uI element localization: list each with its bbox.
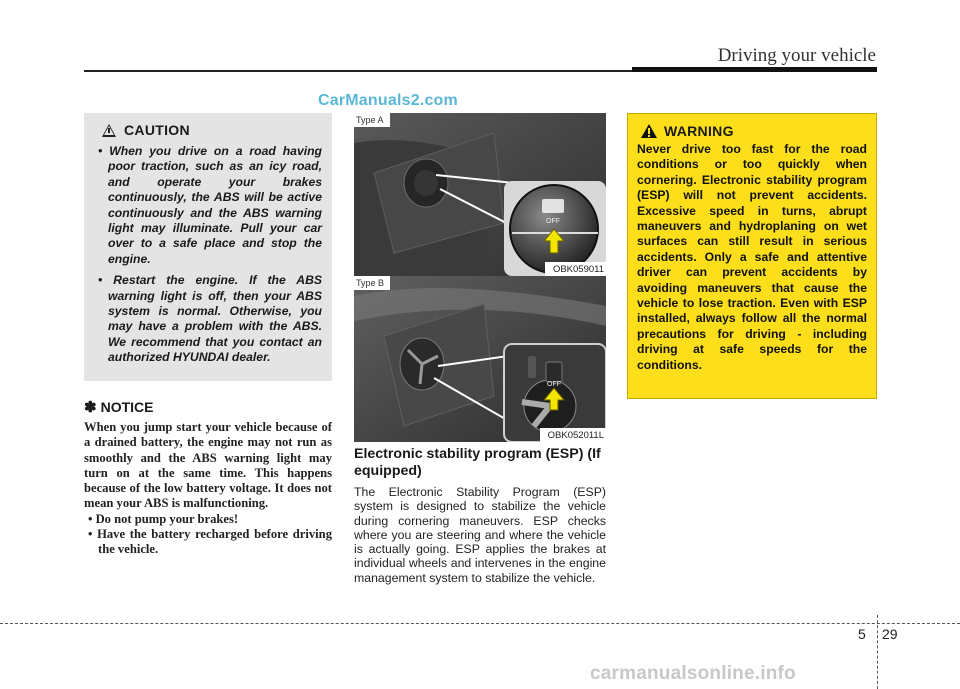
header-rule	[84, 70, 632, 72]
notice-section	[84, 398, 332, 558]
caution-icon	[102, 124, 116, 137]
watermark-link-top[interactable]: CarManuals2.com	[318, 92, 458, 109]
figure-a-off-label: OFF	[546, 218, 560, 225]
warning-icon	[641, 124, 657, 138]
page-chapter-number: 5	[858, 626, 866, 642]
caution-list	[96, 144, 322, 366]
esp-body: The Electronic Stability Program (ESP) system is designed to stabilize the vehicle during cornering maneuvers. ESP checks where you are steering and where the vehicle is actually going. ESP applies the brakes at individual wheels and intervenes in the engine management system to stabilize the vehicle.	[354, 485, 606, 585]
notice-header	[84, 398, 332, 416]
esp-section	[354, 446, 606, 585]
figure-type-b-illustration	[354, 276, 606, 442]
figure-b-off-label: OFF	[547, 381, 561, 388]
figure-type-a	[354, 113, 606, 276]
figure-type-a-illustration	[354, 113, 606, 276]
caution-item: • When you drive on a road having poor traction, such as an icy road, and operate your brakes continuously, the ABS will be active continuously and the ABS warning light may illuminate. Pull your car over to a safe place and stop the engine.	[98, 144, 322, 266]
warning-body: Never drive too fast for the road conditions or too quickly when cornering. Electronic stability program (ESP) will not prevent accidents. Excessive speed in turns, abrupt maneuvers and hydroplaning on wet surfaces can still result in serious accidents. Only a safe and attentive driver can prevent accidents by avoiding maneuvers that cause the vehicle to lose traction. Even with ESP installed, always follow all the normal precautions for driving - including driving at safe speeds for the conditions.	[637, 142, 867, 372]
caution-item: • Restart the engine. If the ABS warning light is off, then your ABS system is normal. Otherwise, you may have a problem with the ABS. We recommend that you contact an authorized HYUNDAI dealer.	[98, 273, 322, 365]
warning-box	[627, 113, 877, 399]
caution-header	[102, 122, 322, 138]
notice-item: • Do not pump your brakes!	[88, 511, 239, 526]
footer-divider	[877, 615, 878, 689]
notice-title: NOTICE	[100, 399, 154, 415]
notice-body: When you jump start your vehicle because of a drained battery, the engine may not run as smoothly and the ABS warning light may turn on at the same time. This happens because of the low battery voltage. It does not mean your ABS is malfunctioning.	[84, 420, 332, 511]
notice-list	[84, 512, 332, 558]
figure-a-tag: Type A	[354, 113, 390, 127]
figure-b-code: OBK052011L	[540, 428, 606, 442]
notice-star-icon: ✽	[84, 399, 97, 416]
header-rule-thick	[632, 67, 877, 72]
esp-heading: Electronic stability program (ESP) (If equipped)	[354, 446, 601, 479]
watermark-link-bottom[interactable]: carmanualsonline.info	[590, 663, 796, 684]
footer-rule	[0, 623, 960, 624]
page-number: 29	[882, 626, 898, 642]
warning-header	[641, 123, 867, 139]
caution-title: CAUTION	[124, 122, 190, 138]
notice-item: • Have the battery recharged before driving the vehicle.	[88, 527, 332, 557]
figure-b-tag: Type B	[354, 276, 390, 290]
figure-type-b	[354, 276, 606, 442]
caution-box	[84, 113, 332, 381]
page-header-title: Driving your vehicle	[717, 45, 876, 66]
warning-title: WARNING	[664, 123, 734, 139]
figure-a-code: OBK059011	[545, 262, 606, 276]
